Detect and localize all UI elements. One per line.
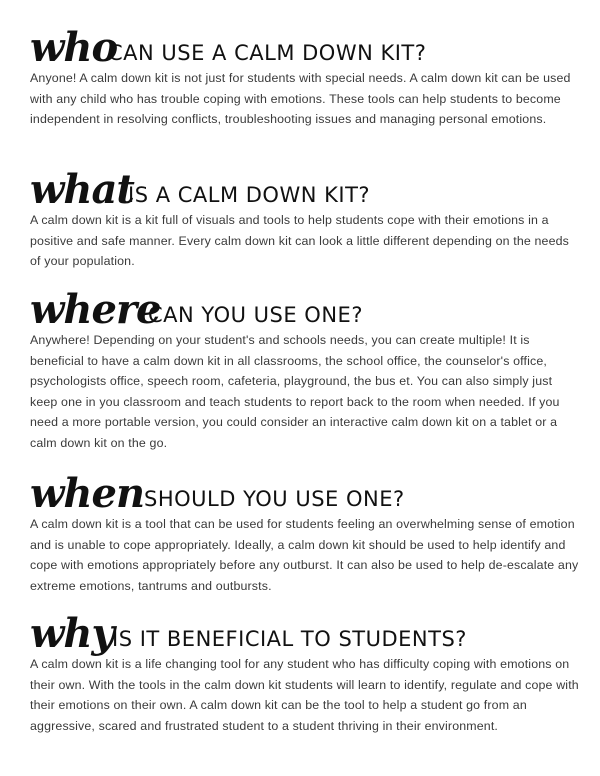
- section-heading: [30, 166, 580, 213]
- script-heading-word: where: [30, 286, 161, 333]
- section-heading: [30, 610, 580, 657]
- script-heading-word: why: [30, 610, 114, 657]
- section-title: CAN YOU USE ONE?: [148, 303, 363, 327]
- section-title: CAN USE A CALM DOWN KIT?: [108, 41, 427, 65]
- section-body: Anywhere! Depending on your student's and schools needs, you can create multiple! It is beneficial to have a calm down kit in all classrooms, the school office, the counselor's office, psychologists office, speech room, cafeteria, playground, the bus et. You can also simply just keep one in you classroom and teach students to report back to the room when needed. If you need a more portable version, you could consider an interactive calm down kit on a tablet or a calm down kit on the go.: [30, 333, 560, 450]
- script-heading-word: what: [30, 166, 134, 213]
- section-what: [30, 166, 580, 272]
- script-heading-word: when: [30, 470, 145, 517]
- section-body: A calm down kit is a tool that can be used for students feeling an overwhelming sense of emotion and is unable to cope appropriately. Ideally, a calm down kit should be used to help identify and cope with emotions appropriately before any outburst. It can also be used to help de-escalate any extreme emotions, tantrums and outbursts.: [30, 517, 579, 593]
- section-title: SHOULD YOU USE ONE?: [144, 487, 405, 511]
- section-title: IS IT BENEFICIAL TO STUDENTS?: [112, 627, 467, 651]
- section-body: A calm down kit is a kit full of visuals and tools to help students cope with their emotions in a positive and safe manner. Every calm down kit can look a little different depending on the needs of your population.: [30, 213, 570, 269]
- section-heading: [30, 286, 580, 333]
- section-title: IS A CALM DOWN KIT?: [128, 183, 371, 207]
- section-body: Anyone! A calm down kit is not just for students with special needs. A calm down kit can be used with any child who has trouble coping with emotions. These tools can help students to become independent in resolving conflicts, troubleshooting issues and managing personal emotions.: [30, 71, 571, 127]
- section-who: [30, 24, 580, 130]
- section-where: [30, 286, 580, 454]
- section-body: A calm down kit is a life changing tool for any student who has difficulty coping with emotions on their own. With the tools in the calm down kit students will learn to identify, regulate and cope with their emotions on their own. A calm down kit can be the tool to help a student go from an aggressive, scared and frustrated student to a student thriving in their environment.: [30, 657, 579, 733]
- section-why: [30, 610, 580, 736]
- section-heading: [30, 470, 580, 517]
- section-heading: [30, 24, 580, 71]
- section-when: [30, 470, 580, 596]
- script-heading-word: who: [30, 24, 118, 71]
